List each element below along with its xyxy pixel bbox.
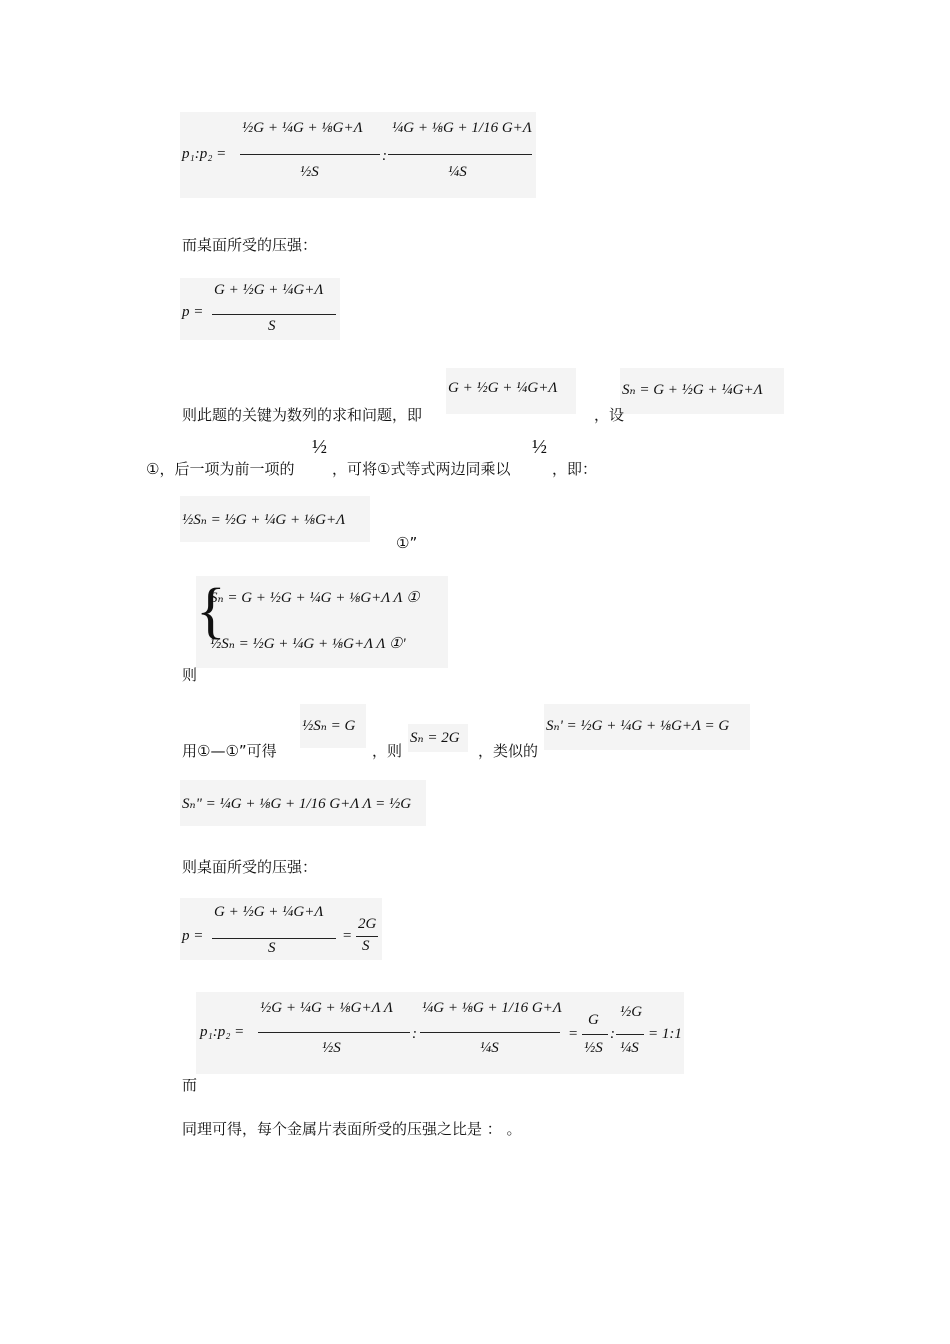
inline-sn-definition	[620, 368, 784, 414]
eq6-numerator-2: ¼G + ⅛G + 1/16 G+Λ	[422, 1000, 562, 1016]
text-desk-pressure-2: 则桌面所受的压强：	[182, 858, 318, 876]
final-line: 同理可得，每个金属片表面所受的压强之比是 ： 。	[182, 1120, 522, 1138]
eq1-numerator-2: ¼G + ⅛G + 1/16 G+Λ	[392, 120, 532, 136]
para1-text-b: ，设	[594, 406, 625, 424]
eq6-separator-2: :	[610, 1026, 615, 1042]
eq6-fraction-bar-1	[258, 1032, 410, 1033]
eq6-equals: =	[568, 1026, 579, 1042]
para1-text-e: ，即：	[552, 460, 598, 478]
inline-half-fraction-a	[308, 424, 330, 472]
eq6-result: = 1:1	[648, 1026, 682, 1042]
eq6-denominator-2: ¼S	[480, 1040, 499, 1056]
inline-sn-prime	[544, 704, 750, 750]
eq1-separator: :	[382, 148, 387, 164]
eq3-tag: ①”	[396, 534, 418, 552]
eq1-denominator-2: ¼S	[448, 164, 467, 180]
system-left-brace: {	[196, 577, 226, 645]
inline-sum-expr: G + ½G + ¼G+Λ	[448, 380, 558, 396]
eq6-denominator-1: ½S	[322, 1040, 341, 1056]
eq6-numerator-1: ½G + ¼G + ⅛G+Λ Λ	[260, 1000, 393, 1016]
system-row-2: ½Sₙ = ½G + ¼G + ⅛G+Λ Λ ①'	[210, 636, 406, 652]
eq2-lhs: p =	[182, 304, 204, 320]
equation-sn-double-prime	[180, 780, 426, 826]
text-desk-pressure: 而桌面所受的压强：	[182, 236, 318, 254]
eq6-denominator-4: ¼S	[620, 1040, 639, 1056]
inline-sum-series	[446, 368, 576, 414]
eq6-separator-1: :	[412, 1026, 417, 1042]
eq6-fraction-bar-4	[616, 1034, 644, 1035]
eq5-lhs: p =	[182, 928, 204, 944]
para1-text-d: ，可将①式等式两边同乘以	[332, 460, 511, 478]
eq6-fraction-bar-3	[582, 1034, 608, 1035]
inline-half-sn-equals-g	[300, 704, 366, 748]
eq5-numerator: G + ½G + ¼G+Λ	[214, 904, 324, 920]
equation-desk-pressure	[180, 278, 340, 340]
eq5-denominator: S	[268, 940, 276, 956]
eq6-numerator-4: ½G	[620, 1004, 643, 1020]
eq5-denominator-2: S	[362, 938, 370, 954]
eq3-expr: ½Sₙ = ½G + ¼G + ⅛G+Λ	[182, 512, 346, 528]
para1-text-c: ①，后一项为前一项的	[146, 460, 295, 478]
eq1-fraction-bar-1	[240, 154, 380, 155]
eq2-denominator: S	[268, 318, 276, 334]
eq1-fraction-bar-2	[388, 154, 532, 155]
eq5-fraction-bar-2	[356, 936, 378, 937]
eq1-denominator-1: ½S	[300, 164, 319, 180]
half-fraction-b: ½	[532, 436, 547, 458]
eq6-denominator-3: ½S	[584, 1040, 603, 1056]
eq5-fraction-bar	[212, 938, 336, 939]
para2-text-b: ，则	[372, 742, 403, 760]
eq6-lhs: p₁:p₂ =	[200, 1024, 245, 1040]
inline-half-sn-expr: ½Sₙ = G	[302, 718, 356, 734]
equation-pressure-ratio	[180, 112, 536, 198]
eq6-fraction-bar-2	[420, 1032, 560, 1033]
eq1-lhs: p₁:p₂ =	[182, 146, 227, 162]
eq5-equals: =	[342, 928, 353, 944]
system-label: 则	[182, 666, 198, 684]
eq2-numerator: G + ½G + ¼G+Λ	[214, 282, 324, 298]
eq1-numerator-1: ½G + ¼G + ⅛G+Λ	[242, 120, 363, 136]
equation-half-sn	[180, 496, 370, 542]
equation-pressure-ratio-result	[196, 992, 684, 1074]
para1-text-a: 则此题的关键为数列的求和问题，即	[182, 406, 423, 424]
half-fraction-a: ½	[312, 436, 327, 458]
inline-sn-prime-expr: Sₙ' = ½G + ¼G + ⅛G+Λ = G	[546, 718, 730, 734]
inline-sn-equals-2g	[408, 724, 468, 752]
inline-half-fraction-b	[528, 424, 550, 472]
eq5-numerator-2: 2G	[358, 916, 377, 932]
inline-sn-expr: Sₙ = G + ½G + ¼G+Λ	[622, 382, 763, 398]
equation-desk-pressure-result	[180, 898, 382, 960]
eq6-numerator-3: G	[588, 1012, 599, 1028]
para2-text-c: ，类似的	[478, 742, 539, 760]
inline-sn-2g-expr: Sₙ = 2G	[410, 730, 460, 746]
equation-system	[196, 576, 448, 668]
system-row-1: Sₙ = G + ½G + ¼G + ⅛G+Λ Λ ①	[210, 590, 420, 606]
eq2-fraction-bar	[212, 314, 336, 315]
eq6-label: 而	[182, 1076, 198, 1094]
para2-text-a: 用①—①”可得	[182, 742, 277, 760]
eq4-expr: Sₙ" = ¼G + ⅛G + 1/16 G+Λ Λ = ½G	[182, 796, 412, 812]
